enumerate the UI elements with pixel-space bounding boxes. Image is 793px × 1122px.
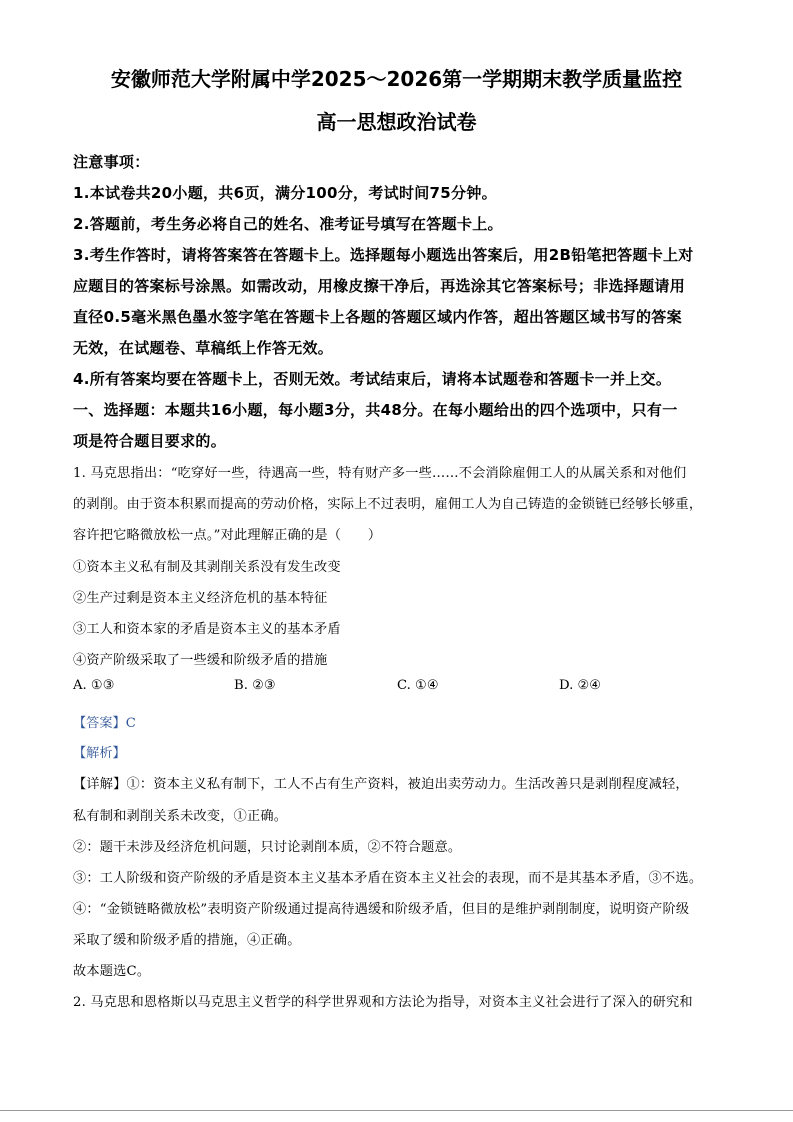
q1-stem-line-2: 的剥削。由于资本积累而提高的劳动价格，实际上不过表明，雇佣工人为自己铸造的金锁链已经够长够重， — [73, 497, 703, 512]
q1-statement-4: ④资产阶级采取了一些缓和阶级矛盾的措施 — [73, 653, 328, 668]
q1-detail-line-2: 私有制和剥削关系未改变，①正确。 — [73, 809, 288, 824]
notice-item-3-line-3: 直径0.5毫米黑色墨水签字笔在答题卡上各题的答题区域内作答，超出答题区域书写的答案 — [73, 308, 682, 326]
exam-title: 安徽师范大学附属中学2025～2026第一学期期末教学质量监控 — [110, 67, 683, 91]
section-heading-line-1: 一、选择题：本题共16小题，每小题3分，共48分。在每小题给出的四个选项中，只有一 — [73, 401, 678, 419]
q1-statement-1: ①资本主义私有制及其剥削关系没有发生改变 — [73, 560, 341, 575]
q1-detail-line-1: 【详解】①：资本主义私有制下，工人不占有生产资料，被迫出卖劳动力。生活改善只是剥削程度减轻， — [73, 777, 689, 792]
q1-option-b: B. ②③ — [234, 678, 276, 693]
q1-statement-2: ②生产过剩是资本主义经济危机的基本特征 — [73, 591, 328, 606]
notice-heading: 注意事项： — [73, 153, 150, 171]
q1-analysis-label: 【解析】 — [73, 746, 126, 761]
q1-option-a: A. ①③ — [73, 678, 115, 693]
notice-item-3-line-2: 应题目的答案标号涂黑。如需改动，用橡皮擦干净后，再选涂其它答案标号；非选择题请用 — [73, 277, 686, 295]
q1-detail-2: ②：题干未涉及经济危机问题，只讨论剥削本质，②不符合题意。 — [73, 840, 462, 855]
q1-stem-line-3: 容许把它略微放松一点。”对此理解正确的是（ ） — [73, 528, 382, 543]
q1-option-d: D. ②④ — [559, 678, 602, 693]
exam-subtitle: 高一思想政治试卷 — [316, 110, 477, 134]
q1-detail-4-line-2: 采取了缓和阶级矛盾的措施，④正确。 — [73, 933, 301, 948]
notice-item-1: 1.本试卷共20小题，共6页，满分100分，考试时间75分钟。 — [73, 184, 497, 202]
q1-stem-line-1: 1. 马克思指出：“吃穿好一些，待遇高一些，特有财产多一些……不会消除雇佣工人的从属关系和对他们 — [73, 466, 687, 481]
page-bottom-rule — [0, 1110, 793, 1111]
q2-stem-line-1: 2. 马克思和恩格斯以马克思主义哲学的科学世界观和方法论为指导，对资本主义社会进行了深入的研究和 — [73, 995, 693, 1010]
q1-conclusion: 故本题选C。 — [73, 964, 151, 979]
q1-statement-3: ③工人和资本家的矛盾是资本主义的基本矛盾 — [73, 622, 341, 637]
section-heading-line-2: 项是符合题目要求的。 — [73, 432, 227, 450]
q1-detail-4-line-1: ④：“金锁链略微放松”表明资产阶级通过提高待遇缓和阶级矛盾，但目的是维护剥削制度，说明资产阶级 — [73, 902, 690, 917]
q1-detail-3: ③：工人阶级和资产阶级的矛盾是资本主义基本矛盾在资本主义社会的表现，而不是其基本矛盾，③不选。 — [73, 871, 703, 886]
q1-answer: 【答案】C — [73, 716, 136, 731]
notice-item-4: 4.所有答案均要在答题卡上，否则无效。考试结束后，请将本试题卷和答题卡一并上交。 — [73, 370, 672, 388]
q1-option-c: C. ①④ — [397, 678, 439, 693]
notice-item-3-line-1: 3.考生作答时，请将答案答在答题卡上。选择题每小题选出答案后，用2B铅笔把答题卡上对 — [73, 246, 694, 264]
notice-item-3-line-4: 无效，在试题卷、草稿纸上作答无效。 — [73, 339, 334, 357]
notice-item-2: 2.答题前，考生务必将自己的姓名、准考证号填写在答题卡上。 — [73, 215, 503, 233]
